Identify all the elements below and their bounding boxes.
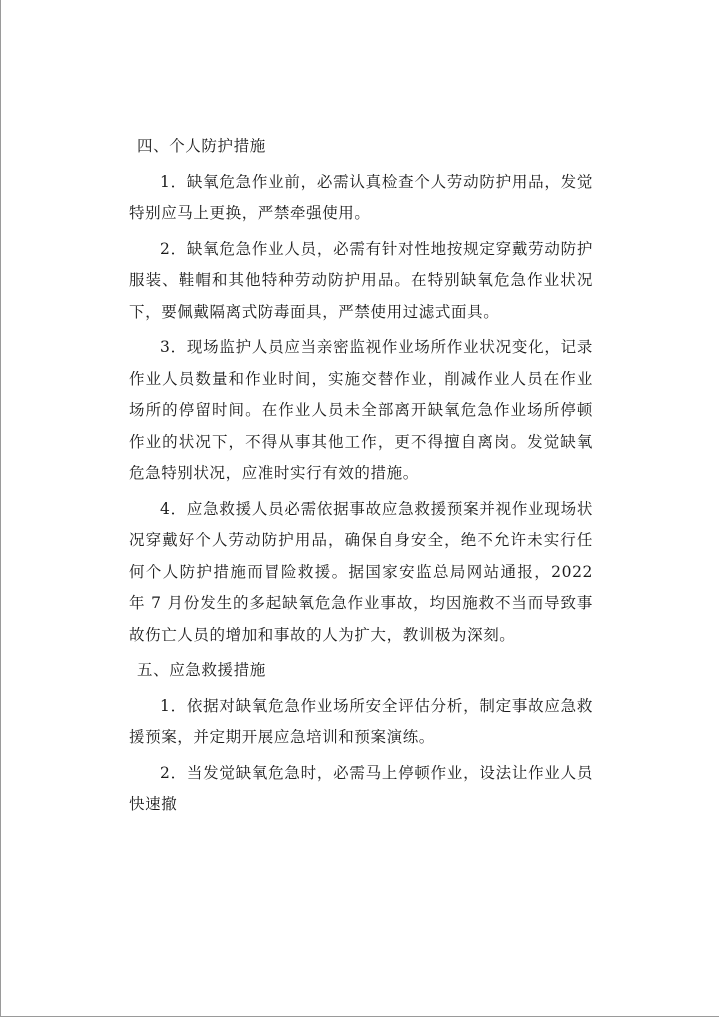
section-heading-personal-protection: 四、个人防护措施 [137,137,266,155]
paragraph-rescue-1: 1．依据对缺氧危急作业场所安全评估分析，制定事故应急救援预案，并定期开展应急培训和预案演练。 [129,696,593,746]
paragraph-protection-4: 4．应急救援人员必需依据事故应急救援预案并视作业现场状况穿戴好个人劳动防护用品，确保自身安全，绝不允许未实行任何个人防护措施而冒险救援。据国家安监总局网站通报，2022 年 7 月份发生的多起缺氧危急作业事故，均因施救不当而导致事故伤亡人员的增加和事故的人为扩大，教训极为深刻。 [129,499,593,644]
paragraph-protection-3: 3．现场监护人员应当亲密监视作业场所作业状况变化，记录作业人员数量和作业时间，实施交替作业，削减作业人员在作业场所的停留时间。在作业人员未全部离开缺氧危急作业场所停顿作业的状况下，不得从事其他工作，更不得擅自离岗。发觉缺氧危急特别状况，应准时实行有效的措施。 [129,338,593,482]
paragraph-protection-1: 1．缺氧危急作业前，必需认真检查个人劳动防护用品，发觉特别应马上更换，严禁牵强使用。 [129,172,593,222]
document-body [129,131,593,821]
section-heading-emergency-rescue: 五、应急救援措施 [137,661,266,679]
paragraph-rescue-2: 2．当发觉缺氧危急时，必需马上停顿作业，设法让作业人员快速撤 [129,763,593,813]
paragraph-protection-2: 2．缺氧危急作业人员，必需有针对性地按规定穿戴劳动防护服装、鞋帽和其他特种劳动防护用品。在特别缺氧危急作业状况下，要佩戴隔离式防毒面具，严禁使用过滤式面具。 [129,239,593,321]
